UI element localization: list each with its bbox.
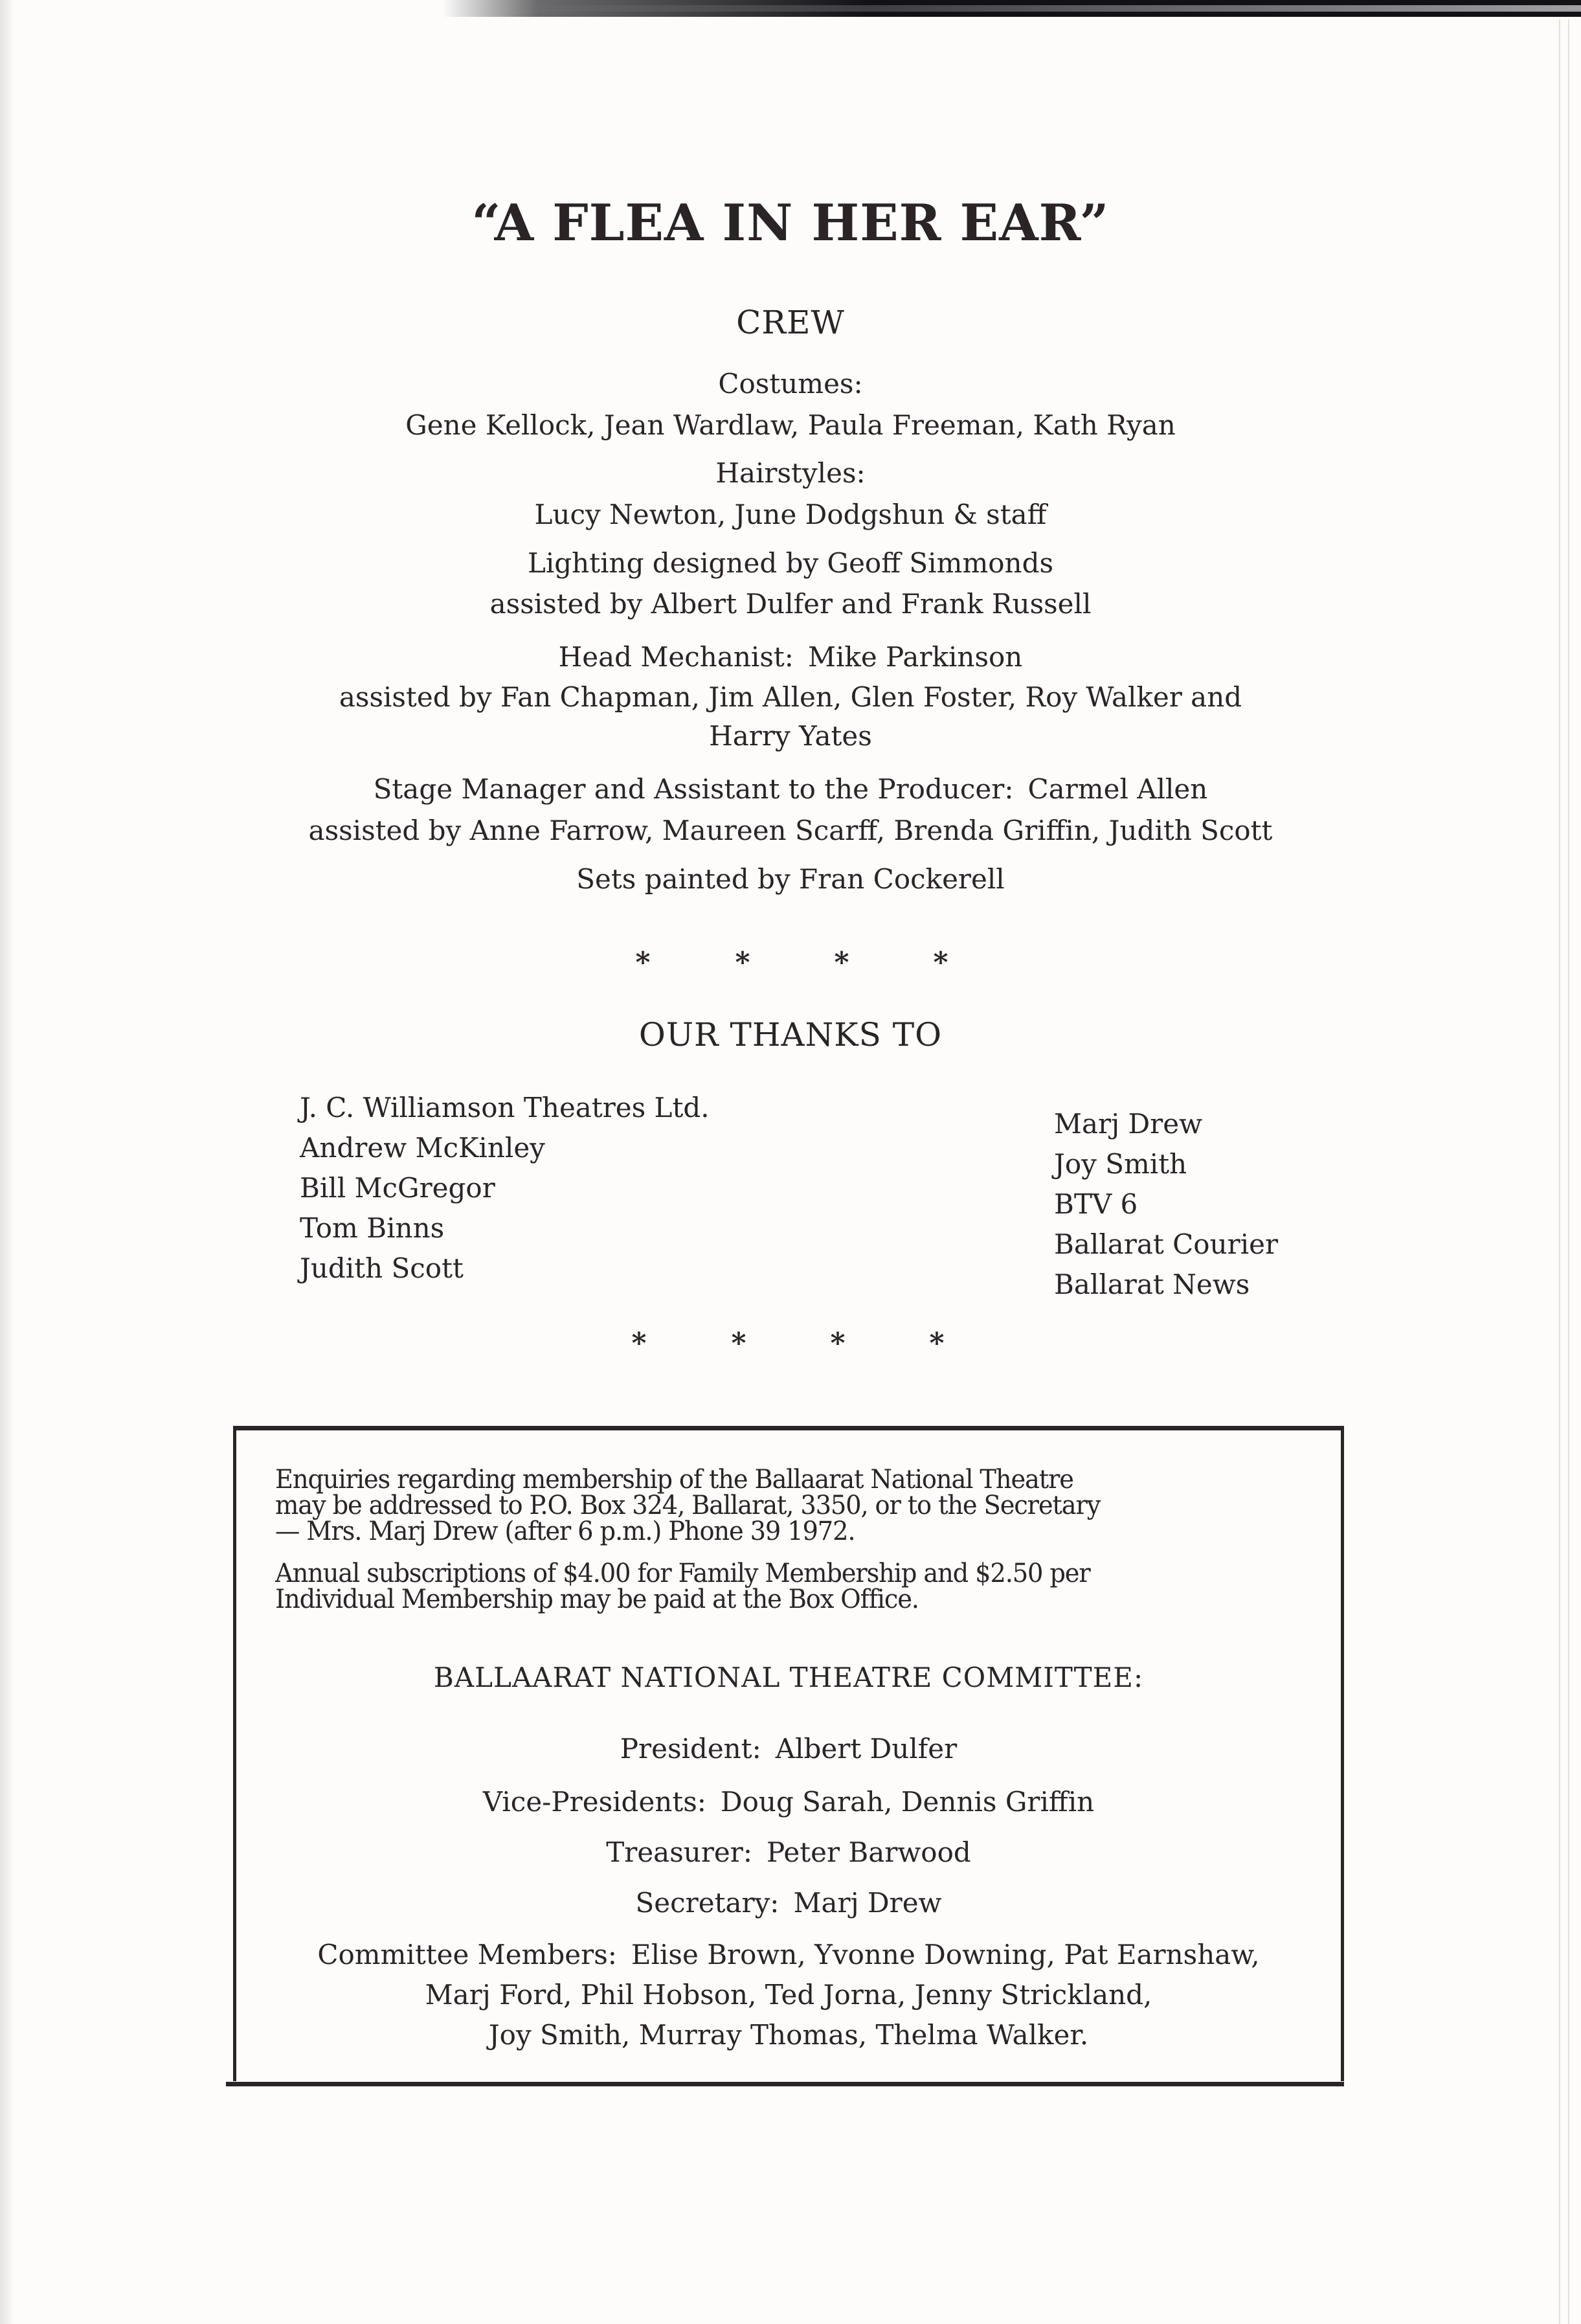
costumes-names: Gene Kellock, Jean Wardlaw, Paula Freeman, Kath Ryan <box>405 409 1176 441</box>
hairstyles-label: Hairstyles: <box>715 457 866 489</box>
thanks-item: Bill McGregor <box>300 1172 495 1204</box>
head-mechanist-label: Head Mechanist: <box>558 641 794 673</box>
stage-manager-name: Carmel Allen <box>1027 773 1208 805</box>
lighting-credit: Lighting designed by Geoff Simmonds <box>527 547 1054 579</box>
thanks-item: Joy Smith <box>1054 1148 1187 1180</box>
thanks-item: Marj Drew <box>1054 1108 1203 1140</box>
asterisk-icon: * <box>735 946 750 979</box>
lighting-assistants: assisted by Albert Dulfer and Frank Russell <box>489 588 1092 620</box>
thanks-heading: OUR THANKS TO <box>638 1016 943 1054</box>
subscription-text <box>275 1561 1270 1612</box>
scan-top-edge-shadow <box>0 0 1581 17</box>
vice-presidents-names: Doug Sarah, Dennis Griffin <box>720 1786 1095 1818</box>
thanks-item: Judith Scott <box>300 1252 464 1284</box>
president-label: President: <box>620 1733 761 1765</box>
thanks-item: J. C. Williamson Theatres Ltd. <box>300 1092 710 1123</box>
programme-title: “A FLEA IN HER EAR” <box>471 194 1110 253</box>
page-edge-line <box>1568 19 1569 2324</box>
mechanist-assistants-line1: assisted by Fan Chapman, Jim Allen, Glen Foster, Roy Walker and <box>339 681 1242 713</box>
asterisk-icon: * <box>834 946 849 979</box>
page-edge-line <box>1559 19 1560 2324</box>
stage-manager-assistants: assisted by Anne Farrow, Maureen Scarff, Brenda Griffin, Judith Scott <box>308 815 1273 846</box>
committee-members-line3: Joy Smith, Murray Thomas, Thelma Walker. <box>488 2019 1089 2051</box>
asterisk-icon: * <box>830 1327 846 1360</box>
treasurer-line <box>233 1836 1344 1869</box>
committee-heading: BALLAARAT NATIONAL THEATRE COMMITTEE: <box>433 1662 1144 1693</box>
treasurer-label: Treasurer: <box>606 1836 752 1868</box>
mechanist-assistants-line2: Harry Yates <box>709 720 872 752</box>
asterisk-icon: * <box>933 946 948 979</box>
vice-presidents-line <box>233 1786 1344 1818</box>
treasurer-name: Peter Barwood <box>766 1836 971 1868</box>
secretary-name: Marj Drew <box>793 1887 942 1919</box>
thanks-item: BTV 6 <box>1054 1188 1138 1220</box>
thanks-item: Ballarat Courier <box>1054 1228 1279 1260</box>
thanks-item: Andrew McKinley <box>300 1132 545 1164</box>
asterisk-separator <box>0 947 1581 979</box>
asterisk-icon: * <box>929 1327 945 1360</box>
subscription-line: Individual Membership may be paid at the Box Office. <box>275 1585 919 1614</box>
committee-members-label: Committee Members: <box>317 1939 617 1970</box>
stage-manager-label: Stage Manager and Assistant to the Producer: <box>373 773 1014 805</box>
secretary-line <box>233 1887 1344 1919</box>
thanks-item: Ballarat News <box>1054 1269 1250 1300</box>
asterisk-icon: * <box>731 1327 746 1360</box>
enquiry-line: Enquiries regarding membership of the Ballaarat National Theatre <box>275 1465 1073 1495</box>
committee-members-line1 <box>233 1939 1344 1971</box>
head-mechanist-line <box>0 641 1581 673</box>
crew-heading: CREW <box>736 304 845 341</box>
asterisk-icon: * <box>635 946 651 979</box>
thanks-list-right <box>1054 1104 1278 1305</box>
hairstyles-names: Lucy Newton, June Dodgshun & staff <box>534 499 1047 530</box>
head-mechanist-name: Mike Parkinson <box>807 641 1023 673</box>
thanks-item: Tom Binns <box>300 1212 445 1244</box>
asterisk-separator <box>0 1327 1581 1360</box>
asterisk-icon: * <box>631 1327 647 1360</box>
committee-members-line2: Marj Ford, Phil Hobson, Ted Jorna, Jenny Strickland, <box>425 1979 1152 2011</box>
stage-manager-line <box>0 773 1581 806</box>
page-left-shadow <box>0 0 14 2324</box>
sets-credit: Sets painted by Fran Cockerell <box>576 863 1005 895</box>
vice-presidents-label: Vice-Presidents: <box>482 1786 706 1818</box>
enquiry-line: may be addressed to P.O. Box 324, Ballarat, 3350, or to the Secretary <box>275 1491 1101 1520</box>
president-line <box>233 1733 1344 1765</box>
costumes-label: Costumes: <box>718 368 863 400</box>
thanks-list-left <box>300 1088 710 1289</box>
secretary-label: Secretary: <box>635 1887 779 1919</box>
committee-members-names: Elise Brown, Yvonne Downing, Pat Earnshaw, <box>631 1939 1260 1970</box>
subscription-line: Annual subscriptions of $4.00 for Family Membership and $2.50 per <box>275 1559 1090 1588</box>
membership-enquiry-text <box>275 1467 1270 1544</box>
box-bottom-rule <box>226 2082 1344 2086</box>
president-name: Albert Dulfer <box>775 1733 958 1765</box>
enquiry-line: — Mrs. Marj Drew (after 6 p.m.) Phone 39 1972. <box>275 1517 855 1546</box>
